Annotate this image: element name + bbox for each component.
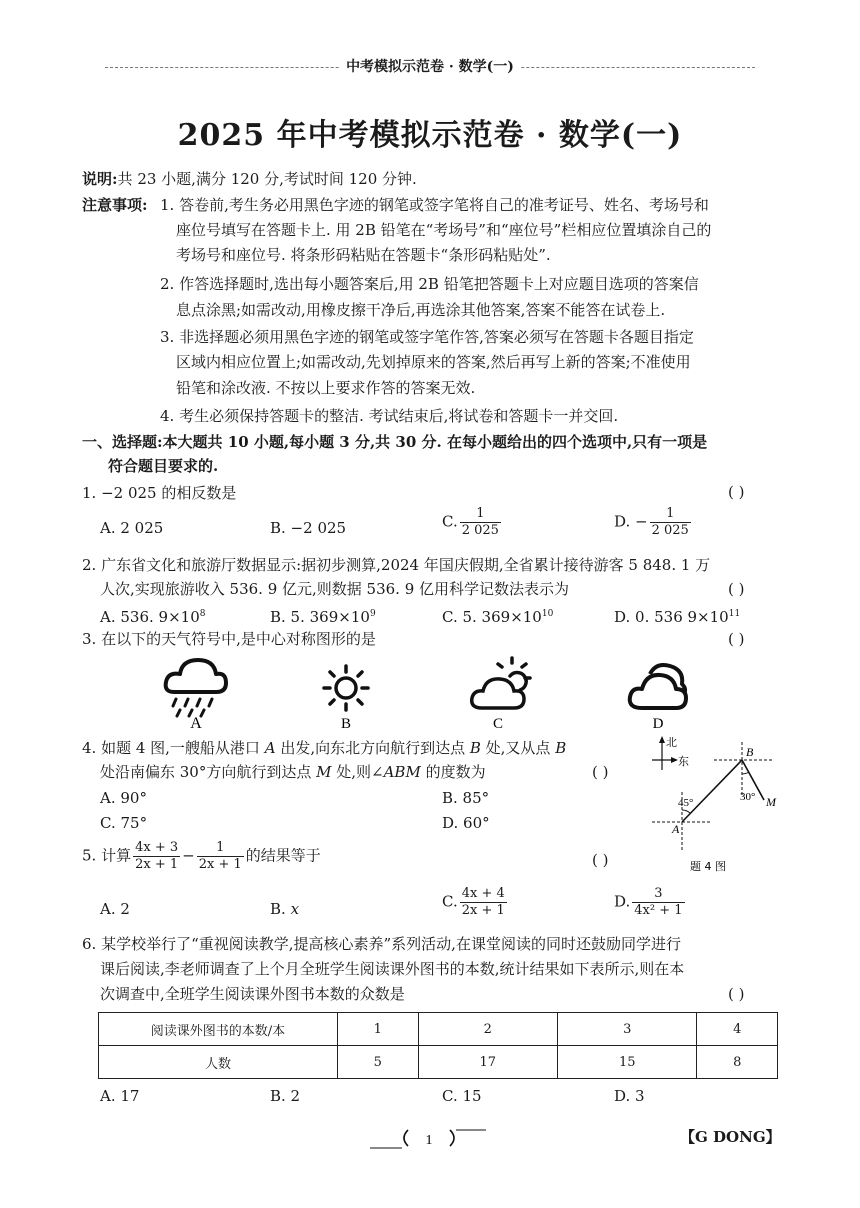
operator: − (182, 846, 195, 865)
fraction (133, 840, 180, 873)
text: 4. 如题 4 图,一艘船从港口 (82, 739, 265, 757)
q2-option-d (614, 602, 740, 630)
angle-arc-45 (682, 810, 690, 813)
option-label-d: D (652, 716, 664, 732)
fraction (197, 840, 244, 873)
numerator: 4x + 3 (135, 840, 179, 855)
page-number: 1 (425, 1133, 433, 1148)
intro-line (82, 167, 417, 192)
option-text: A. 536. 9×10 (100, 608, 200, 626)
page-title: 2025 年中考模拟示范卷 · 数学(一) (177, 118, 683, 153)
q1-option-a: A. 2 025 (100, 519, 164, 537)
q4-stem-line2 (100, 760, 486, 785)
q2-option-c (442, 602, 553, 630)
q1-option-c (442, 506, 503, 539)
header-text: 中考模拟示范卷 · 数学(一) (340, 59, 520, 75)
cloud-sun-icon (472, 658, 530, 708)
q2-option-a (100, 602, 205, 630)
answer-blank: ( ) (728, 483, 745, 501)
exponent: 9 (369, 609, 376, 619)
sun-icon (324, 666, 368, 710)
point-label: B (469, 739, 481, 757)
fraction (632, 886, 684, 919)
option-label-b: B (340, 716, 352, 732)
note-line: 2. 作答选择题时,选出每小题答案后,用 2B 铅笔把答题卡上对应题目选项的答案信 (160, 275, 699, 293)
option-label-a: A (190, 715, 202, 732)
numerator: 1 (197, 840, 244, 857)
denominator: 4x² + 1 (634, 903, 683, 918)
answer-blank: ( ) (728, 630, 745, 648)
text: 的结果等于 (245, 846, 321, 865)
option-label: B. (270, 900, 291, 918)
option-label: D. − (614, 512, 648, 531)
intro-text: 共 23 小题,满分 120 分,考试时间 120 分钟. (117, 170, 417, 188)
option-label: D. (614, 892, 631, 911)
answer-blank: ( ) (592, 763, 609, 781)
table-cell: 15 (557, 1046, 696, 1079)
q6-stem-line3: 次调查中,全班学生阅读课外图书本数的众数是 (100, 985, 405, 1003)
q2-stem-line1: 2. 广东省文化和旅游厅数据显示:据初步测算,2024 年国庆假期,全省累计接待游客 5 848. 1 万 (82, 556, 711, 574)
option-label: C. (442, 512, 458, 531)
q2-option-b (270, 602, 376, 630)
answer-blank: ( ) (728, 580, 745, 598)
q1-stem: 1. −2 025 的相反数是 (82, 484, 237, 502)
denominator: 2x + 1 (198, 857, 242, 872)
text: 处沿南偏东 30°方向航行到达点 (100, 763, 317, 781)
note-line: 3. 非选择题必须用黑色字迹的钢笔或签字笔作答,答案必须写在答题卡各题目指定 (160, 328, 694, 346)
text: 出发,向东北方向航行到达点 (275, 739, 470, 757)
angle-label: ABM (383, 763, 421, 781)
text: 5. 计算 (82, 846, 132, 865)
point-m-label: M (766, 795, 776, 809)
q6-option-b: B. 2 (270, 1087, 301, 1105)
q5-option-a: A. 2 (100, 900, 130, 918)
option-text: C. 5. 369×10 (442, 608, 542, 626)
variable: x (290, 900, 300, 918)
numerator: 3 (632, 886, 684, 903)
denominator: 2x + 1 (135, 857, 179, 872)
q4-option-d: D. 60° (442, 814, 490, 832)
q3-stem: 3. 在以下的天气符号中,是中心对称图形的是 (82, 630, 376, 648)
table-row (99, 1013, 778, 1046)
q6-option-a: A. 17 (100, 1087, 140, 1105)
q5-option-c (442, 886, 509, 919)
q4-option-a: A. 90° (100, 789, 147, 807)
q4-option-c: C. 75° (100, 814, 148, 832)
section-heading-cont: 符合题目要求的. (108, 457, 219, 475)
answer-blank: ( ) (592, 851, 609, 869)
east-label: 东 (678, 755, 689, 768)
table-header-cell: 阅读课外图书的本数/本 (99, 1013, 338, 1046)
fraction (650, 506, 691, 539)
point-label: A (264, 739, 276, 757)
intro-label: 说明: (82, 170, 118, 188)
rain-cloud-icon (166, 660, 226, 716)
denominator: 2x + 1 (461, 903, 505, 918)
q2-stem-line2: 人次,实现旅游收入 536. 9 亿元,则数据 536. 9 亿用科学记数法表示为 (100, 580, 570, 598)
angle-45-label: 45° (678, 797, 694, 809)
note-line: 座位号填写在答题卡上. 用 2B 铅笔在“考场号”和“座位号”栏相应位置填涂自己的 (176, 221, 712, 239)
numerator: 4x + 4 (461, 886, 505, 901)
option-text: D. 0. 536 9×10 (614, 608, 729, 626)
table-cell: 17 (418, 1046, 557, 1079)
exponent: 10 (541, 609, 554, 619)
point-a-label: A (672, 822, 680, 836)
point-label: B (555, 739, 567, 757)
table-cell: 4 (697, 1013, 778, 1046)
answer-blank: ( ) (728, 985, 745, 1003)
table-cell: 5 (338, 1046, 419, 1079)
q6-option-c: C. 15 (442, 1087, 482, 1105)
section-heading: 一、选择题:本大题共 10 小题,每小题 3 分,共 30 分. 在每小题给出的四个选项中,只有一项是 (82, 433, 708, 451)
q6-stem-line1: 6. 某学校举行了“重视阅读教学,提高核心素养”系列活动,在课堂阅读的同时还鼓励同学进行 (82, 935, 681, 953)
table-cell: 8 (697, 1046, 778, 1079)
note-line: 息点涂黑;如需改动,用橡皮擦干净后,再选涂其他答案,答案不能答在试卷上. (176, 301, 666, 319)
exponent: 8 (199, 609, 206, 619)
path-ab (682, 760, 742, 822)
option-text: B. 5. 369×10 (270, 608, 370, 626)
angle-arc-30 (742, 772, 749, 774)
table-cell: 1 (338, 1013, 419, 1046)
option-label-c: C (492, 716, 504, 732)
q6-option-d: D. 3 (614, 1087, 645, 1105)
q4-figure (648, 732, 788, 880)
exponent: 11 (728, 609, 741, 619)
text: 处,又从点 (480, 739, 556, 757)
text: 处,则∠ (331, 763, 384, 781)
note-line: 1. 答卷前,考生务必用黑色字迹的钢笔或签字笔将自己的准考证号、姓名、考场号和 (160, 196, 709, 214)
q6-stem-line2: 课后阅读,李老师调查了上个月全班学生阅读课外图书的本数,统计结果如下表所示,则在本 (100, 960, 685, 978)
denominator: 2 025 (651, 523, 689, 538)
q1-option-b: B. −2 025 (270, 519, 347, 537)
page-number-ornament (370, 1126, 490, 1154)
table-header-cell: 人数 (99, 1046, 338, 1079)
table-cell: 3 (557, 1013, 696, 1046)
numerator: 1 (650, 506, 691, 523)
q4-stem-line1 (82, 736, 566, 761)
q4-option-b: B. 85° (442, 789, 490, 807)
q5-option-d (614, 886, 687, 919)
q1-option-d (614, 506, 693, 539)
note-line: 4. 考生必须保持答题卡的整洁. 考试结束后,将试卷和答题卡一并交回. (160, 407, 619, 425)
table-row (99, 1046, 778, 1079)
note-line: 铅笔和涂改液. 不按以上要求作答的答案无效. (176, 379, 476, 397)
figure-caption: 题 4 图 (690, 860, 726, 873)
note-line: 区域内相应位置上;如需改动,先划掉原来的答案,然后再写上新的答案;不准使用 (176, 353, 691, 371)
text: 的度数为 (420, 763, 486, 781)
point-b-label: B (746, 745, 754, 759)
point-label: M (316, 763, 332, 781)
denominator: 2 025 (461, 523, 499, 538)
fraction (460, 886, 507, 919)
reading-stats-table (98, 1012, 778, 1079)
fraction (460, 506, 501, 539)
angle-30-label: 30° (740, 791, 756, 803)
notes-label: 注意事项: (82, 196, 148, 214)
note-line: 考场号和座位号. 将条形码粘贴在答题卡“条形码粘贴处”. (176, 246, 551, 264)
north-label: 北 (666, 736, 677, 749)
cloud-icon (630, 665, 686, 708)
table-cell: 2 (418, 1013, 557, 1046)
numerator: 1 (460, 506, 501, 523)
weather-symbols (160, 652, 720, 732)
brand-mark: 【G DONG】 (680, 1128, 781, 1146)
option-label: C. (442, 892, 458, 911)
running-header (105, 56, 755, 80)
q5-option-b (270, 897, 299, 922)
q5-stem (82, 840, 321, 873)
